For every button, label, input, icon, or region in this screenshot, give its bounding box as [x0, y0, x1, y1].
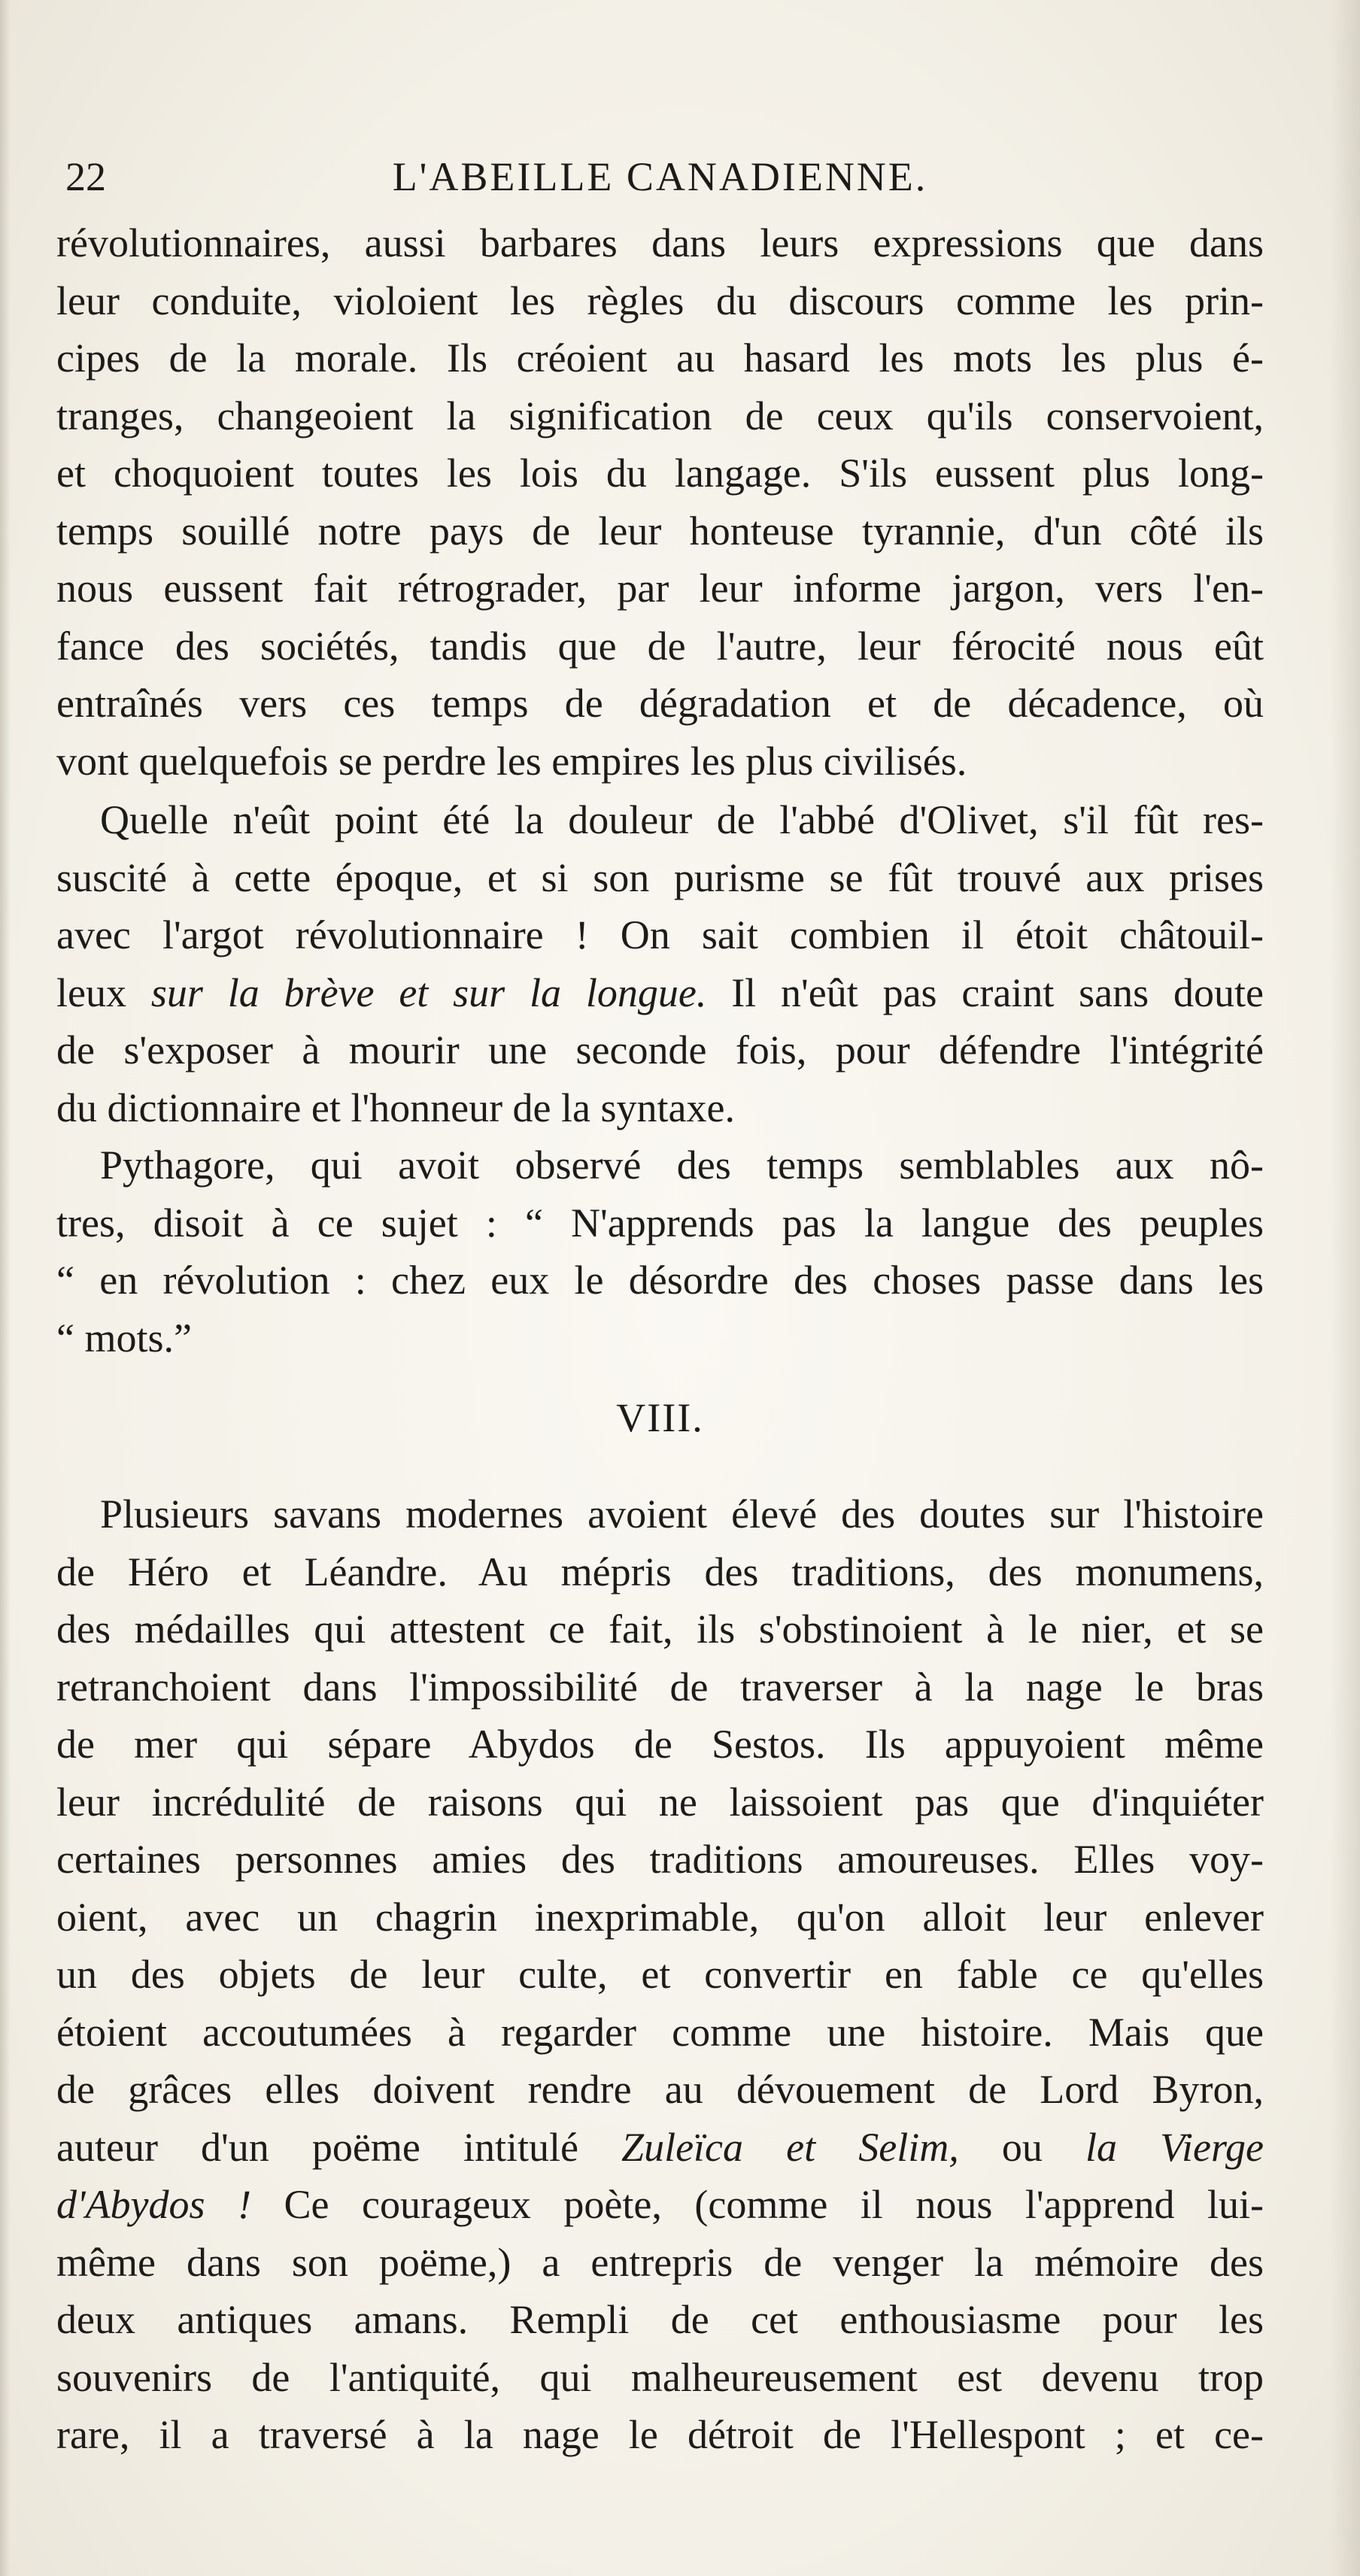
text-line: retranchoient dans l'impossibilité de traverser à la nage le bras	[56, 1664, 1264, 1710]
text-line: nous eussent fait rétrograder, par leur informe jargon, vers l'en-	[56, 566, 1264, 611]
text-line: cipes de la morale. Ils créoient au hasard les mots les plus é-	[56, 335, 1264, 381]
text-line: fance des sociétés, tandis que de l'autre, leur férocité nous eût	[56, 623, 1264, 669]
text-line: Pythagore, qui avoit observé des temps semblables aux nô-	[100, 1142, 1264, 1188]
text-line: des médailles qui attestent ce fait, ils s'obstinoient à le nier, et se	[56, 1607, 1264, 1652]
text-line: temps souillé notre pays de leur honteuse tyrannie, d'un côté ils	[56, 508, 1264, 554]
text-line: de s'exposer à mourir une seconde fois, pour défendre l'intégrité	[56, 1027, 1264, 1073]
text-line: Quelle n'eût point été la douleur de l'abbé d'Olivet, s'il fût res-	[100, 797, 1264, 842]
text-line: oient, avec un chagrin inexprimable, qu'on alloit leur enlever	[56, 1894, 1264, 1940]
text-line: étoient accoutumées à regarder comme une histoire. Mais que	[56, 2009, 1264, 2055]
page-right-edge-shadow	[1330, 0, 1360, 2576]
text-line: certaines personnes amies des traditions amoureuses. Elles voy-	[56, 1837, 1264, 1882]
text-line: tranges, changeoient la signification de ceux qu'ils conservoient,	[56, 393, 1264, 438]
text-line: de grâces elles doivent rendre au dévouement de Lord Byron,	[56, 2067, 1264, 2112]
text-line: et choquoient toutes les lois du langage. S'ils eussent plus long-	[56, 451, 1264, 496]
text-line: deux antiques amans. Rempli de cet enthousiasme pour les	[56, 2297, 1264, 2342]
text-line: un des objets de leur culte, et convertir en fable ce qu'elles	[56, 1952, 1264, 1997]
text-line: même dans son poëme,) a entrepris de venger la mémoire des	[56, 2239, 1264, 2285]
text-line-mixed	[56, 2119, 1264, 2177]
text-line: avec l'argot révolutionnaire ! On sait combien il étoit châtouil-	[56, 912, 1264, 957]
text-line: rare, il a traversé à la nage le détroit de l'Hellespont ; et ce-	[56, 2412, 1264, 2457]
text-line: leur conduite, violoient les règles du discours comme les prin-	[56, 278, 1264, 323]
text-line: Plusieurs savans modernes avoient élevé des doutes sur l'histoire	[100, 1491, 1264, 1537]
text-line-mixed	[56, 964, 1264, 1022]
text-line: leur incrédulité de raisons qui ne laissoient pas que d'inquiéter	[56, 1779, 1264, 1825]
text-run: ou	[958, 2124, 1085, 2170]
paragraph-hero-leandre	[56, 1485, 1264, 2464]
text-line: de mer qui sépare Abydos de Sestos. Ils appuyoient même	[56, 1722, 1264, 1767]
text-line: tres, disoit à ce sujet : “ N'apprends pas la langue des peuples	[56, 1200, 1264, 1246]
text-line: révolutionnaires, aussi barbares dans leurs expressions que dans	[56, 220, 1264, 265]
section-heading: VIII.	[616, 1395, 704, 1440]
running-title: L'ABEILLE CANADIENNE.	[392, 154, 928, 199]
text-line: “ mots.”	[56, 1315, 192, 1361]
text-line: entraînés vers ces temps de dégradation et de décadence, où	[56, 681, 1264, 726]
italic-text: d'Abydos !	[56, 2182, 252, 2227]
paragraph-pythagore	[56, 1136, 1264, 1367]
text-line: vont quelquefois se perdre les empires les plus civilisés.	[56, 738, 967, 784]
text-line-mixed	[56, 2176, 1264, 2234]
text-line: “ en révolution : chez eux le désordre des choses passe dans les	[56, 1258, 1264, 1303]
page-header	[56, 147, 1264, 207]
text-run: Il n'eût pas craint sans doute	[706, 969, 1264, 1015]
paragraph-olivet	[56, 791, 1264, 1136]
paragraph-continuation	[56, 214, 1264, 790]
page-number: 22	[65, 154, 106, 199]
text-line: souvenirs de l'antiquité, qui malheureusement est devenu trop	[56, 2354, 1264, 2400]
italic-text: sur la brève et sur la longue.	[150, 969, 707, 1015]
page-left-edge-shadow	[0, 0, 11, 2576]
text-line: de Héro et Léandre. Au mépris des traditions, des monumens,	[56, 1549, 1264, 1594]
text-run: auteur d'un poëme intitulé	[56, 2124, 622, 2170]
text-line: du dictionnaire et l'honneur de la syntaxe.	[56, 1085, 735, 1130]
text-line: suscité à cette époque, et si son purisme se fût trouvé aux prises	[56, 854, 1264, 900]
italic-text: la Vierge	[1085, 2124, 1264, 2170]
text-run: leux	[56, 969, 151, 1015]
text-run: Ce courageux poète, (comme il nous l'apprend lui-	[251, 2182, 1264, 2227]
italic-text: Zuleïca et Selim,	[621, 2124, 959, 2170]
